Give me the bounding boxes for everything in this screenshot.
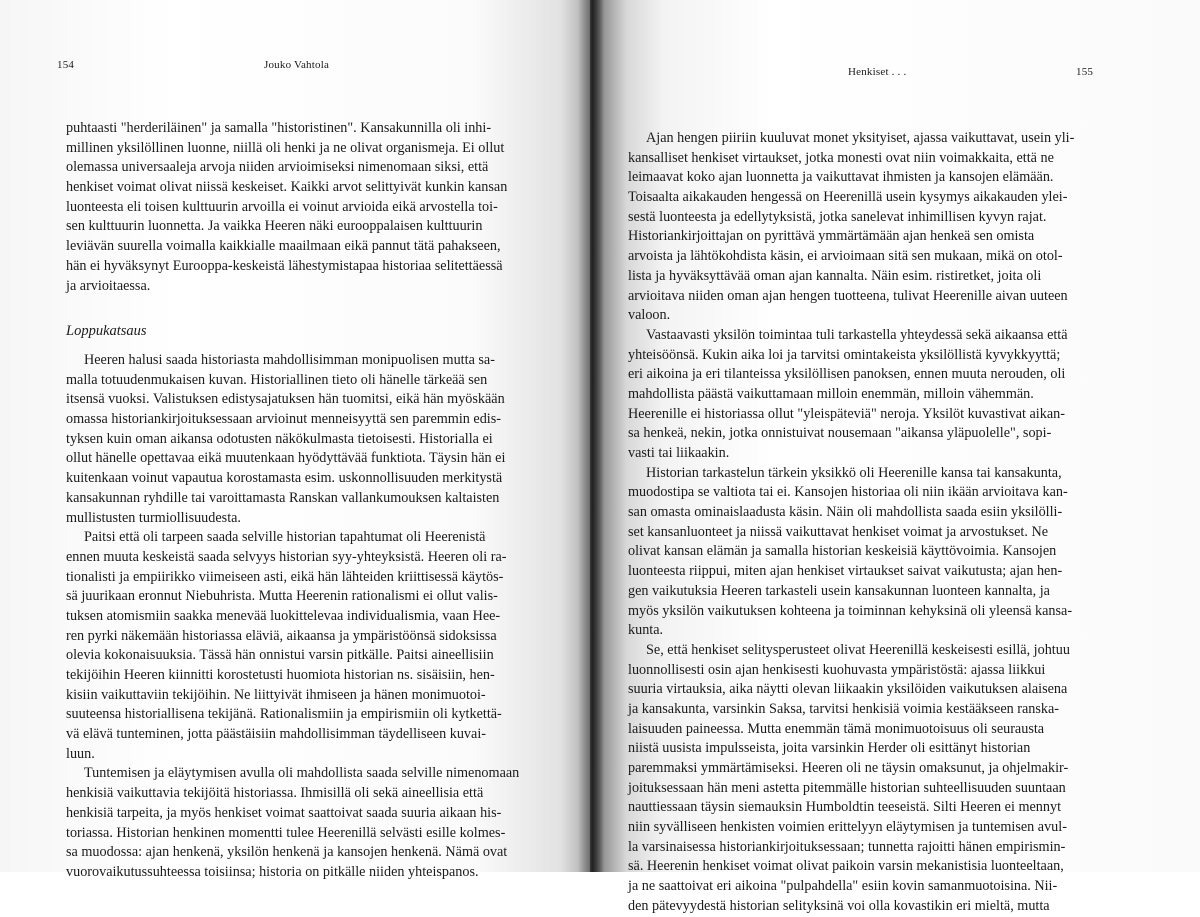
text-line: muodostipa se valtiota tai ei. Kansojen historiaa oli niin ikään arvioitava kan-: [628, 484, 1068, 501]
running-head-right: Henkiset . . .: [848, 66, 907, 78]
text-line: olevia kokonaisuuksia. Tässä hän onnistui varsin pitkälle. Paitsi aineellisiin: [66, 647, 494, 664]
text-line: kansakunnan ryhdille tai varoittamasta Ranskan vallankumouksen kaltaisten: [66, 489, 500, 506]
text-line: Ajan hengen piiriin kuuluvat monet yksityiset, ajassa vaikuttavat, usein yli-: [646, 130, 1075, 146]
text-line: sä juurikaan eronnut Niebuhrista. Mutta Heerenin rationalismi ei ollut valis-: [66, 588, 498, 605]
text-line: Heeren halusi saada historiasta mahdollisimman monipuolisen mutta sa-: [84, 352, 495, 368]
text-line: arvoista ja lähtökohdista käsin, ei arvioimaan sitä sen mukaan, mikä on otol-: [628, 248, 1063, 265]
text-line: vuorovaikutussuhteessa toisiinsa; historia on pitkälle niiden yhteispanos.: [66, 863, 479, 880]
page-number-right: 155: [1076, 66, 1094, 78]
text-line: ja ne saattoivat eri aikoina "pulpahdella" esiin kovin samanmuotoisina. Nii-: [628, 878, 1058, 895]
text-line: hän ei hyväksynyt Eurooppa-keskeistä lähestymistapaa historiaa selitettäessä: [66, 257, 503, 274]
text-line: luonteesta eli toisen kulttuurin arvoilla ei voinut arvioida eikä arvostella toi-: [66, 198, 498, 215]
text-line: Paitsi että oli tarpeen saada selville historian tapahtumat oli Heerenistä: [84, 529, 486, 546]
section-heading: Loppukatsaus: [66, 323, 147, 339]
text-line: yhteisöönsä. Kukin aika loi ja tarvitsi omintakeista yksilöllistä kyvykkyyttä;: [628, 346, 1061, 363]
text-line: leimaavat koko ajan luonnetta ja vaikuttavat ihmisten ja kansojen elämään.: [628, 169, 1054, 186]
text-line: kunta.: [628, 622, 664, 639]
text-line: leviävän suurella voimalla kaikkialle maailmaan eikä pannut tätä pahakseen,: [66, 238, 501, 255]
text-line: ja kansakunta, varsinkin Saksa, tarvitsi henkisiä voimia kestääkseen ranska-: [628, 700, 1060, 717]
right-text-block: [628, 129, 1074, 917]
left-text-block-2: [66, 351, 519, 883]
text-line: nauttiessaan täysin siemauksin Humboldtin teeseistä. Silti Heeren ei mennyt: [628, 799, 1062, 816]
text-line: joituksessaan hän meni astetta pitemmälle historian suhteellisuuden suuntaan: [628, 779, 1066, 796]
text-line: tekijöihin Heeren kiinnitti korostetusti huomiota historian ns. sisäisiin, hen-: [66, 667, 495, 683]
text-line: Tuntemisen ja eläytymisen avulla oli mahdollista saada selville nimenomaan: [84, 765, 520, 782]
text-line: tuksen atomismiin saakka menevää luokittelevaa individualismia, vaan Hee-: [66, 607, 501, 624]
text-line: niistä uusista impulsseista, joita varsinkin Herder oli esittänyt historian: [628, 740, 1031, 757]
text-line: tionalisti ja empiirikko viimeiseen asti, eikä hän lähteiden kriittisessä käytös-: [66, 568, 504, 585]
text-line: lista ja hyväksyttävää oman ajan kannalta. Näin esim. ristiretket, joita oli: [628, 267, 1042, 284]
text-line: myös yksilön vaikutuksen kohteena ja toiminnan kehyksinä oli yleensä kansa-: [628, 602, 1073, 619]
text-line: ren pyrki näkemään historiassa eläviä, aikaansa ja ympäristöönsä sidoksissa: [66, 627, 497, 644]
text-line: sen kulttuurin luonnetta. Ja vaikka Heeren näki eurooppalaisen kulttuurin: [66, 218, 483, 235]
text-line: olivat kansan elämän ja samalla historian keskeisiä käyttövoimia. Kansojen: [628, 543, 1057, 560]
text-line: eri aikoina ja eri tilanteissa yksilöllisen panoksen, ennen muuta nerouden, oli: [628, 366, 1066, 383]
book-gutter-shadow: [578, 0, 604, 872]
text-line: la varsinaisessa historiankirjoituksessaan; tunnetta rajoitti hänen empirismin-: [628, 838, 1066, 855]
text-line: luun.: [66, 745, 95, 762]
text-line: ennen muuta keskeistä saada selvyys historian syy-yhteyksistä. Heeren oli ra-: [66, 548, 507, 565]
text-line: paremmaksi ymmärtämiseksi. Heeren oli ne täysin omaksunut, ja ohjelmakir-: [628, 760, 1069, 776]
text-line: gen vaikutuksia Heeren tarkasteli usein kansakunnan luonteen kannalta, ja: [628, 582, 1050, 599]
text-line: vä elävä tunteminen, jotta päästäisiin mahdollisimman täydelliseen kuvai-: [66, 726, 486, 743]
text-line: Toisaalta aikakauden hengessä on Heerenillä usein kysymys aikakauden ylei-: [628, 189, 1068, 206]
text-line: san omasta ominaislaadusta käsin. Näin oli mahdollista saada esiin yksilölli-: [628, 504, 1063, 521]
text-line: kuitenkaan voinut vapautua korostamasta esim. uskonnollisuuden merkitystä: [66, 470, 503, 487]
text-line: kansalliset henkiset virtaukset, jotka monesti ovat niin voimakkaita, että ne: [628, 149, 1054, 166]
text-line: toriassa. Historian henkinen momentti tulee Heerenillä selvästi esille kolmes-: [66, 824, 506, 841]
text-line: sa muodossa: ajan henkenä, yksilön henkenä ja kansojen henkenä. Nämä ovat: [66, 844, 508, 861]
text-line: ollut hänelle opettavaa eikä muutenkaan hyödyttävää funktiota. Täysin hän ei: [66, 450, 506, 467]
text-line: mullistusten turmiollisuudesta.: [66, 509, 241, 526]
text-line: set kansanluonteet ja niissä vaikuttavat henkiset voimat ja arvostukset. Ne: [628, 523, 1048, 540]
text-line: sa henkeä, nekin, jotka onnistuivat nousemaan "aikansa yläpuolelle", sopi-: [628, 425, 1052, 442]
text-line: Historian tarkastelun tärkein yksikkö oli Heerenille kansa tai kansakunta,: [646, 464, 1062, 481]
text-line: Heerenille ei historiassa ollut "yleispäteviä" neroja. Yksilöt kuvastivat aikan-: [628, 405, 1065, 422]
running-head-left: Jouko Vahtola: [264, 59, 330, 71]
text-line: vasti tai liikaakin.: [628, 445, 730, 461]
page-number-left: 154: [57, 59, 75, 71]
text-line: henkiset voimat olivat niissä keskeiset. Kaikki arvot selittyivät kunkin kansan: [66, 179, 508, 196]
text-line: valoon.: [628, 307, 671, 324]
text-line: den pätevyydestä historian selityksinä voi olla kovastikin eri mieltä, mutta: [628, 897, 1050, 914]
text-line: suuria virtauksia, aika näytti olevan liikaakin yksilöiden vaikutuksen alaisena: [628, 681, 1068, 698]
text-line: puhtaasti "herderiläinen" ja samalla "historistinen". Kansakunnilla oli inhi-: [66, 120, 492, 136]
text-line: kisiin vaikuttaviin tekijöihin. Ne liittyivät ihmiseen ja hänen monimuotoi-: [66, 686, 486, 703]
text-line: laisuuden paineessa. Mutta enemmän tämä monimuotoisuus oli seurausta: [628, 720, 1045, 737]
text-line: ja arvioitaessa.: [66, 277, 151, 294]
text-line: millinen yksilöllinen luonne, niillä oli henki ja ne olivat organismeja. Ei ollut: [66, 139, 505, 156]
text-line: sä. Heerenin henkiset voimat olivat paikoin varsin mekanistisia luonteeltaan,: [628, 858, 1064, 875]
left-page: [0, 0, 590, 880]
text-line: suuteensa historiallisena tekijänä. Rationalismiin ja empirismiin oli kytkettä-: [66, 706, 502, 723]
text-line: henkisiä vaikuttavia tekijöitä historiassa. Ihmisillä oli sekä aineellisia että: [66, 785, 484, 802]
text-line: tyksen kuin oman aikansa odotusten näkökulmasta tietoisesti. Historialla ei: [66, 430, 493, 447]
text-line: luonnollisesti osin ajan henkisesti kuohuvasta ympäristöstä: ajassa liikkui: [628, 661, 1046, 678]
text-line: sestä luonteesta ja edellytyksistä, jotka sanelevat inhimillisen kyvyn rajat.: [628, 208, 1047, 225]
text-line: arvioitava niiden oman ajan hengen tuotteena, tulivat Heerenille aivan uuteen: [628, 287, 1068, 304]
text-line: Historiankirjoittajan on pyrittävä ymmärtämään ajan henkeä sen omista: [628, 228, 1035, 245]
text-line: itsensä vuoksi. Valistuksen edistysajatuksen hän tuomitsi, eikä hän myöskään: [66, 391, 505, 408]
text-line: Vastaavasti yksilön toimintaa tuli tarkastella yhteydessä sekä aikaansa että: [646, 326, 1068, 343]
text-line: mahdollista päästä vaikuttamaan milloin enemmän, milloin vähemmän.: [628, 385, 1034, 402]
text-line: luonteesta riippui, miten ajan henkiset virtaukset saivat vaikutusta; ajan hen-: [628, 563, 1063, 580]
right-page: [590, 0, 1200, 914]
text-line: omassa historiankirjoituksessaan arvioinut menneisyyttä sen paremmin edis-: [66, 411, 501, 428]
text-line: henkisiä tarpeita, ja myös henkiset voimat saattoivat saada suuria aikaan his-: [66, 804, 502, 821]
text-line: olemassa universaaleja arvoja niiden arvioimiseksi nimenomaan siksi, että: [66, 159, 489, 176]
text-line: Se, että henkiset selitysperusteet olivat Heerenillä keskeisesti esillä, johtuu: [646, 641, 1070, 658]
text-line: malla totuudenmukaisen kuvan. Historiallinen tieto oli hänelle tärkeää sen: [66, 371, 488, 388]
left-text-block-1: [66, 119, 507, 296]
text-line: niin syvälliseen henkisten voimien erittelyyn eläytymisen ja tuntemisen avul-: [628, 819, 1067, 836]
